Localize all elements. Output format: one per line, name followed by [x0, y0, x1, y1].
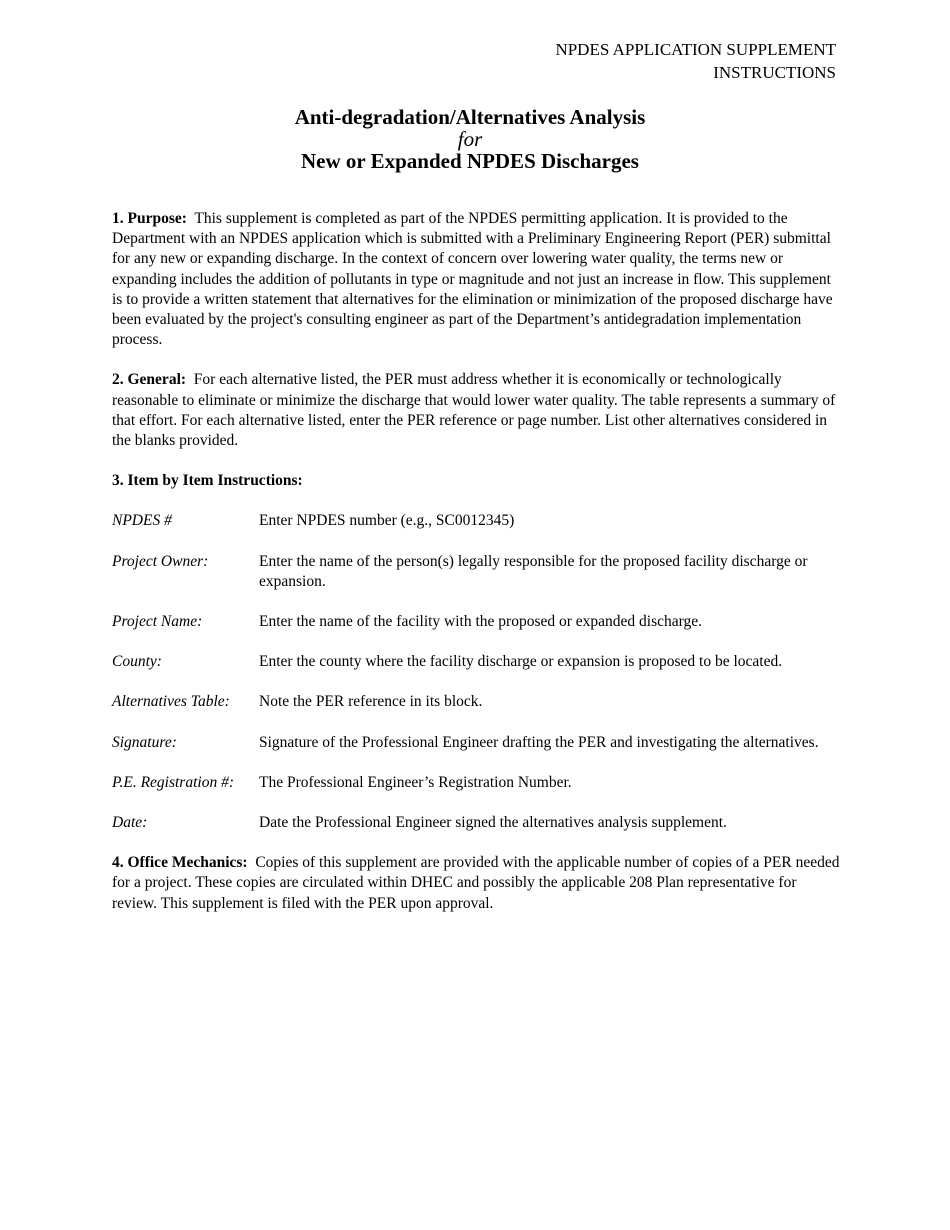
item-description: The Professional Engineer’s Registration Number.: [259, 773, 572, 791]
header-line-2: INSTRUCTIONS: [713, 63, 836, 82]
title-for: for: [457, 127, 483, 151]
item-row-county: [112, 652, 840, 672]
item-row-project-name: [112, 612, 840, 632]
document-title: [0, 105, 940, 173]
item-label: NPDES #: [112, 512, 172, 530]
purpose-section: [112, 209, 840, 350]
item-description: Enter the name of the facility with the proposed or expanded discharge.: [259, 613, 703, 631]
item-label: P.E. Registration #:: [112, 773, 234, 791]
item-label: Project Name:: [112, 613, 203, 631]
title-line-1: Anti-degradation/Alternatives Analysis: [294, 105, 646, 129]
item-description: Enter the name of the person(s) legally responsible for the proposed facility discharge or expansion.: [259, 552, 808, 590]
item-row-project-owner: [112, 552, 840, 592]
purpose-heading: 1. Purpose:: [112, 210, 187, 227]
title-line-2: New or Expanded NPDES Discharges: [301, 149, 639, 173]
item-label: Project Owner:: [112, 552, 209, 570]
office-mechanics-text: Copies of this supplement are provided with the applicable number of copies of a PER needed for a project. These copies are circulated within DHEC and possibly the applicable 208 Plan representative for review. This supplement is filed with the PER upon approval.: [112, 854, 840, 912]
item-description: Note the PER reference in its block.: [259, 693, 483, 711]
item-label: Signature:: [112, 733, 177, 751]
item-description: Enter NPDES number (e.g., SC0012345): [259, 512, 515, 530]
item-description: Enter the county where the facility discharge or expansion is proposed to be located.: [259, 653, 783, 671]
general-text: For each alternative listed, the PER must address whether it is economically or technologically reasonable to eliminate or minimize the discharge that would lower water quality. The table represents a summary of that effort. For each alternative listed, enter the PER reference or page number. List other alternatives considered in the blanks provided.: [112, 371, 836, 450]
item-label: Date:: [112, 814, 148, 832]
item-row-pe-registration: [112, 773, 840, 793]
item-label: Alternatives Table:: [112, 693, 230, 711]
item-description: Signature of the Professional Engineer drafting the PER and investigating the alternatives.: [259, 733, 819, 751]
document-header: [555, 38, 836, 84]
item-label: County:: [112, 653, 162, 671]
item-row-date: [112, 813, 840, 833]
purpose-text: This supplement is completed as part of the NPDES permitting application. It is provided to the Department with an NPDES application which is submitted with a Preliminary Engineering Report (PER) submittal for any new or expanding discharge. In the context of concern over lowering water quality, the terms new or expanding includes the addition of pollutants in type or magnitude and not just an increase in flow. This supplement is to provide a written statement that alternatives for the elimination or minimization of the proposed discharge have been evaluated by the project's consulting engineer as part of the Department’s antidegradation implementation process.: [112, 210, 833, 349]
general-section: [112, 370, 840, 451]
item-description: Date the Professional Engineer signed the alternatives analysis supplement.: [259, 814, 727, 832]
item-row-npdes: [112, 511, 840, 531]
item-instructions-heading: 3. Item by Item Instructions:: [112, 472, 303, 490]
office-mechanics-section: [112, 853, 840, 914]
general-heading: 2. General:: [112, 371, 187, 389]
item-row-signature: [112, 733, 840, 753]
header-line-1: NPDES APPLICATION SUPPLEMENT: [555, 40, 836, 59]
item-row-alternatives-table: [112, 692, 840, 712]
office-mechanics-heading: 4. Office Mechanics:: [112, 854, 248, 872]
document-body: [112, 209, 840, 934]
